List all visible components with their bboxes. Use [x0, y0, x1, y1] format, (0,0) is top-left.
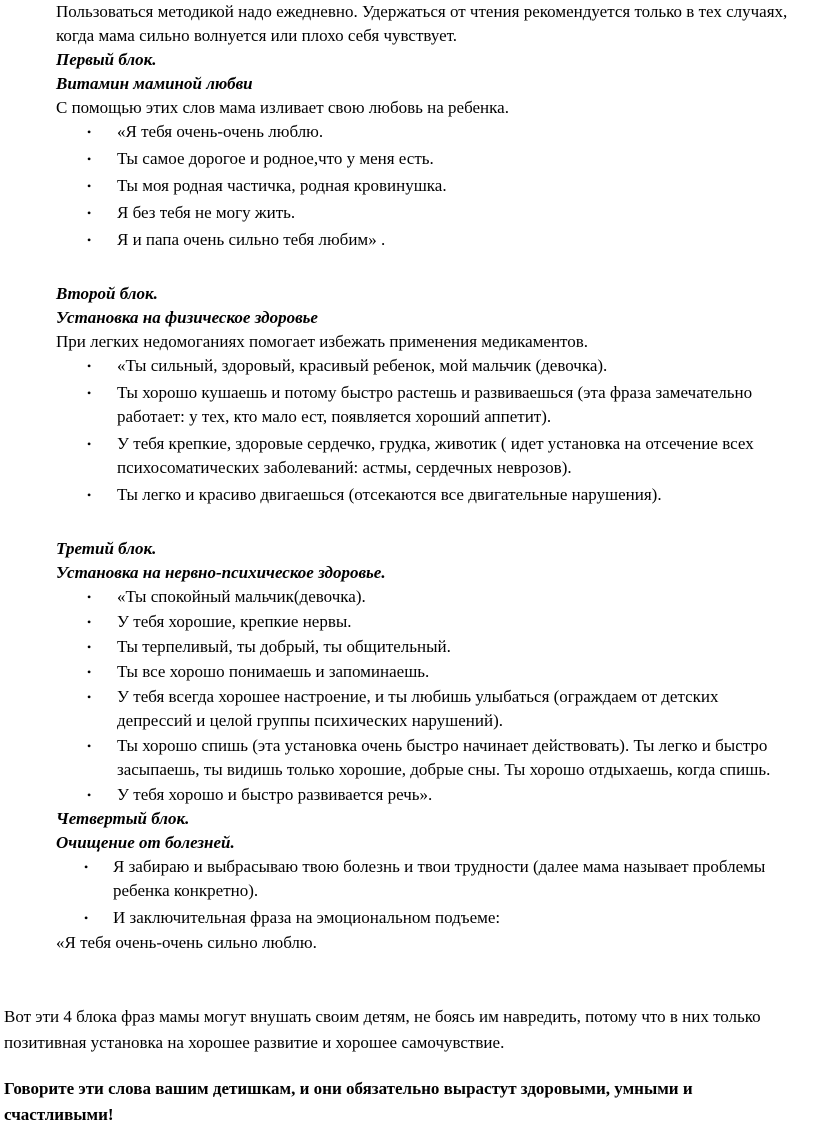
block1-list — [56, 120, 796, 252]
list-item-text: «Ты сильный, здоровый, красивый ребенок, мой мальчик (девочка). — [117, 356, 608, 375]
block2-text: При легких недомоганиях помогает избежать применения медикаментов. — [56, 332, 589, 351]
list-item-text: Я и папа очень сильно тебя любим» . — [117, 230, 386, 249]
conclusion-text: Вот эти 4 блока фраз мамы могут внушать своим детям, не боясь им навредить, потому что в них только позитивная установка на хорошее развитие и хорошее самочувствие. — [4, 1007, 761, 1052]
block4-subtitle: Очищение от болезней. — [56, 833, 235, 852]
bullet-icon: • — [87, 739, 92, 753]
bullet-icon: • — [87, 179, 92, 193]
list-item — [56, 147, 796, 171]
block4-closing: «Я тебя очень-очень сильно люблю. — [56, 933, 317, 952]
list-item-text: У тебя хорошо и быстро развивается речь». — [117, 785, 433, 804]
bullet-icon: • — [87, 590, 92, 604]
block4-title: Четвертый блок. — [56, 809, 190, 828]
conclusion-paragraph — [4, 1004, 794, 1056]
list-item-text: Ты хорошо спишь (эта установка очень быстро начинает действовать). Ты легко и быстро засыпаешь, ты видишь только хорошие, добрые сны. Ты хорошо отдыхаешь, когда спишь. — [117, 736, 771, 779]
list-item-text: Ты самое дорогое и родное,что у меня есть. — [117, 149, 434, 168]
main-column — [56, 0, 796, 955]
bullet-icon: • — [87, 359, 92, 373]
list-item — [56, 660, 796, 684]
list-item — [56, 855, 796, 903]
block3-subtitle: Установка на нервно-психическое здоровье. — [56, 563, 386, 582]
list-item — [56, 381, 796, 429]
spacer — [56, 507, 796, 537]
list-item-text: Ты терпеливый, ты добрый, ты общительный. — [117, 637, 451, 656]
block2-subtitle: Установка на физическое здоровье — [56, 308, 318, 327]
list-item — [56, 610, 796, 634]
final-text: Говорите эти слова вашим детишкам, и они обязательно вырастут здоровыми, умными и счастливыми! — [4, 1079, 693, 1124]
list-item-text: Ты моя родная частичка, родная кровинушка. — [117, 176, 447, 195]
list-item — [56, 783, 796, 807]
final-paragraph — [4, 1076, 794, 1128]
bullet-icon: • — [84, 911, 89, 925]
list-item-text: Ты хорошо кушаешь и потому быстро растешь и развиваешься (эта фраза замечательно работает: у тех, кто мало ест, появляется хороший аппетит). — [117, 383, 753, 426]
list-item — [56, 432, 796, 480]
list-item-text: «Я тебя очень-очень люблю. — [117, 122, 324, 141]
list-item-text: И заключительная фраза на эмоциональном подъеме: — [113, 908, 501, 927]
block3-list — [56, 585, 796, 807]
list-item — [56, 585, 796, 609]
bullet-icon: • — [87, 437, 92, 451]
list-item — [56, 483, 796, 507]
bullet-icon: • — [87, 386, 92, 400]
list-item-text: У тебя крепкие, здоровые сердечко, грудка, животик ( идет установка на отсечение всех психосоматических заболеваний: астмы, сердечных неврозов). — [117, 434, 754, 477]
list-item — [56, 685, 796, 733]
list-item — [56, 228, 796, 252]
bullet-icon: • — [87, 233, 92, 247]
list-item — [56, 635, 796, 659]
intro-paragraph: Пользоваться методикой надо ежедневно. Удержаться от чтения рекомендуется только в тех случаях, когда мама сильно волнуется или плохо себя чувствует. — [56, 2, 788, 45]
bullet-icon: • — [87, 640, 92, 654]
bullet-icon: • — [87, 125, 92, 139]
spacer — [56, 252, 796, 282]
block1-text: С помощью этих слов мама изливает свою любовь на ребенка. — [56, 98, 509, 117]
list-item — [56, 201, 796, 225]
list-item — [56, 174, 796, 198]
bullet-icon: • — [87, 690, 92, 704]
list-item-text: У тебя всегда хорошее настроение, и ты любишь улыбаться (ограждаем от детских депрессий и целой группы психических нарушений). — [117, 687, 719, 730]
list-item-text: Я забираю и выбрасываю твою болезнь и твои трудности (далее мама называет проблемы ребенка конкретно). — [113, 857, 766, 900]
list-item-text: У тебя хорошие, крепкие нервы. — [117, 612, 352, 631]
list-item-text: Я без тебя не могу жить. — [117, 203, 296, 222]
bullet-icon: • — [84, 860, 89, 874]
bullet-icon: • — [87, 788, 92, 802]
list-item — [56, 906, 796, 930]
bullet-icon: • — [87, 152, 92, 166]
block2-list — [56, 354, 796, 507]
block4-list — [56, 855, 796, 930]
bullet-icon: • — [87, 206, 92, 220]
block1-subtitle: Витамин маминой любви — [56, 74, 253, 93]
list-item — [56, 734, 796, 782]
block1-title: Первый блок. — [56, 50, 157, 69]
block2-title: Второй блок. — [56, 284, 158, 303]
list-item — [56, 354, 796, 378]
bullet-icon: • — [87, 615, 92, 629]
list-item-text: «Ты спокойный мальчик(девочка). — [117, 587, 366, 606]
list-item — [56, 120, 796, 144]
bullet-icon: • — [87, 665, 92, 679]
block3-title: Третий блок. — [56, 539, 157, 558]
list-item-text: Ты легко и красиво двигаешься (отсекаются все двигательные нарушения). — [117, 485, 662, 504]
bullet-icon: • — [87, 488, 92, 502]
list-item-text: Ты все хорошо понимаешь и запоминаешь. — [117, 662, 430, 681]
